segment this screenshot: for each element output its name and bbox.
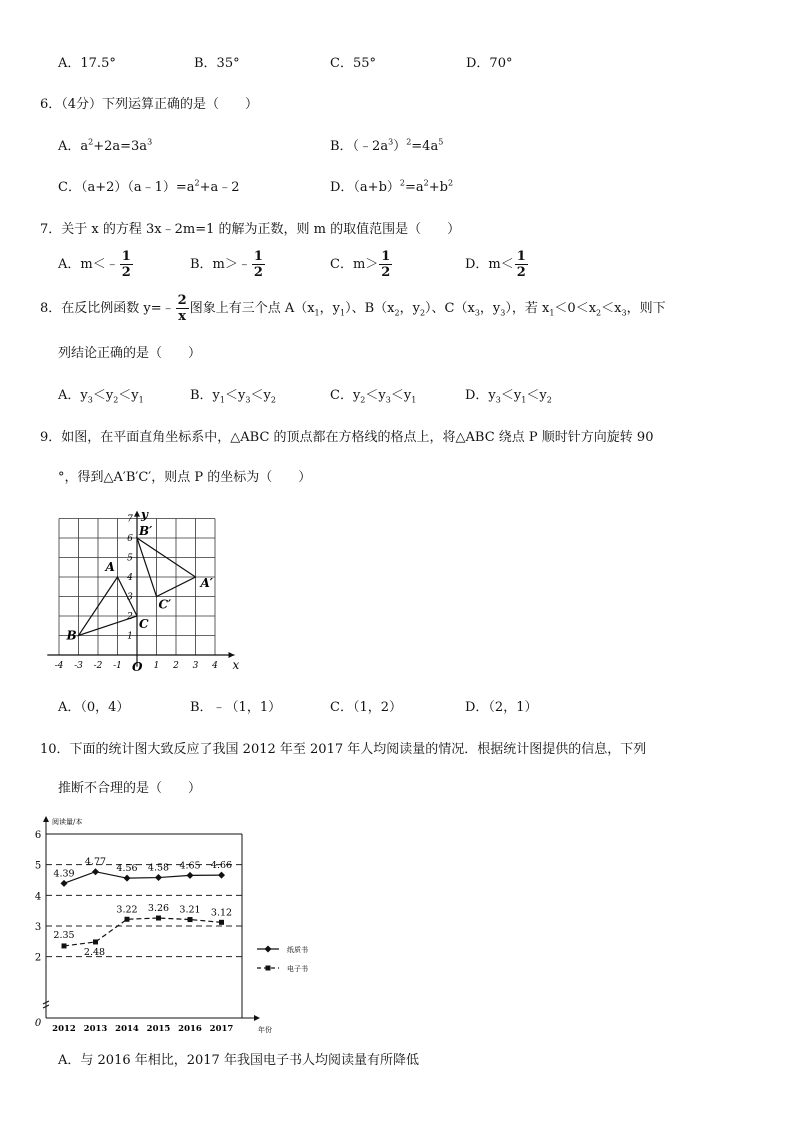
q8-stem-part: ＜x bbox=[601, 301, 622, 316]
q10-option-a[interactable]: A．与 2016 年相比，2017 年我国电子书人均阅读量有所降低 bbox=[58, 1053, 419, 1068]
q5-option-b[interactable]: B．35° bbox=[194, 56, 240, 71]
q10-stem-line2: 推断不合理的是（ ） bbox=[58, 781, 202, 796]
data-point-paper bbox=[92, 868, 99, 875]
data-point-ebook bbox=[62, 943, 67, 948]
y-tick-label: 2 bbox=[34, 952, 42, 964]
x-tick-label: -3 bbox=[74, 661, 83, 671]
x-tick-label: -2 bbox=[93, 661, 103, 671]
series-line-paper bbox=[64, 872, 222, 884]
data-label: 3.21 bbox=[179, 904, 201, 916]
q9-stem-line2: °，得到△A′B′C′，则点 P 的坐标为（ ） bbox=[58, 470, 312, 485]
q8-stem-part: 图象上有三个点 A（x bbox=[189, 301, 315, 316]
q7-option-a[interactable] bbox=[58, 250, 134, 279]
point-label: A bbox=[105, 560, 115, 574]
q7-option-d[interactable] bbox=[465, 250, 529, 279]
x-tick-label: -4 bbox=[54, 661, 64, 671]
data-label: 2.48 bbox=[83, 946, 106, 958]
q8-stem-part: ，y bbox=[319, 301, 340, 316]
frac-den: 2 bbox=[253, 265, 263, 280]
fraction bbox=[176, 294, 189, 323]
q8-stem-part: ，则下 bbox=[626, 301, 666, 316]
q8-stem-part: ）、C（x bbox=[425, 301, 475, 316]
data-label: 4.66 bbox=[210, 860, 233, 872]
q7-option-a-text: A．m＜﹣ bbox=[58, 257, 119, 272]
data-point-ebook bbox=[219, 920, 224, 925]
y-axis-label: y bbox=[141, 507, 148, 522]
q8-option-a[interactable]: A．$y_3<y_2<y_1$ bbox=[58, 388, 144, 405]
y-tick-label: 0 bbox=[34, 1018, 42, 1029]
fraction bbox=[379, 250, 392, 279]
frac-den: 2 bbox=[381, 265, 391, 280]
data-label: 4.58 bbox=[147, 862, 170, 874]
y-tick-label: 6 bbox=[127, 534, 133, 544]
x-axis-title: 年份 bbox=[258, 1026, 272, 1034]
x-tick-label: 2012 bbox=[52, 1024, 76, 1034]
y-tick-label: 2 bbox=[127, 612, 133, 622]
q6-option-a[interactable]: A．$a^2+2a=3a^3$ bbox=[58, 137, 153, 154]
y-tick-label: 6 bbox=[34, 830, 42, 841]
point-label: C bbox=[139, 617, 149, 631]
q7-option-c[interactable] bbox=[330, 250, 393, 279]
data-label: 4.56 bbox=[116, 863, 138, 875]
fraction bbox=[515, 250, 528, 279]
frac-num: 1 bbox=[516, 249, 526, 264]
frac-num: 1 bbox=[121, 249, 131, 264]
q10-stem-line1: 10．下面的统计图大致反应了我国 2012 年至 2017 年人均阅读量的情况．根据统计图提供的信息，下列 bbox=[40, 742, 647, 757]
y-tick-label: 4 bbox=[34, 891, 42, 903]
data-point-paper bbox=[218, 872, 225, 879]
q8-option-b[interactable]: B．$y_1<y_3<y_2$ bbox=[190, 388, 276, 405]
q5-option-c[interactable]: C．55° bbox=[330, 56, 376, 71]
q8-stem-part: ）、B（x bbox=[345, 301, 395, 316]
q9-coordinate-grid bbox=[40, 500, 250, 676]
x-tick-label: 2017 bbox=[209, 1024, 234, 1034]
q7-option-b[interactable] bbox=[190, 250, 266, 279]
point-label: B′ bbox=[139, 524, 153, 538]
q9-options bbox=[58, 696, 537, 715]
q5-option-d[interactable]: D．70° bbox=[466, 56, 513, 71]
q8-stem-part: 8．在反比例函数 y=﹣ bbox=[40, 301, 175, 316]
legend-label-ebook: 电子书 bbox=[287, 965, 308, 973]
data-point-paper bbox=[124, 875, 131, 882]
q7-option-c-text: C．m＞ bbox=[330, 257, 379, 272]
x-axis-label: x bbox=[232, 658, 240, 672]
grid-labels bbox=[55, 508, 240, 674]
q6-option-d[interactable]: D．$(a+b)^2=a^2+b^2$ bbox=[330, 178, 454, 195]
x-tick-label: 3 bbox=[192, 661, 199, 671]
q8-stem-part: ，y bbox=[399, 301, 420, 316]
data-label: 3.22 bbox=[116, 904, 138, 916]
legend-label-paper: 纸质书 bbox=[287, 946, 308, 954]
point-label: B bbox=[66, 628, 77, 643]
reading-chart bbox=[30, 808, 350, 1034]
frac-num: 2 bbox=[177, 293, 187, 308]
legend-marker-paper bbox=[265, 946, 272, 953]
data-label: 3.12 bbox=[210, 907, 233, 919]
q7-option-d-text: D．m＜ bbox=[465, 257, 514, 272]
data-point-ebook bbox=[125, 917, 130, 922]
q8-option-c[interactable]: C．$y_2<y_3<y_1$ bbox=[330, 388, 417, 405]
series-line-ebook bbox=[64, 918, 222, 946]
data-point-paper bbox=[155, 874, 162, 881]
q8-stem: 8．在反比例函数 y=﹣ $\frac{2}{x}$ 图象上有三个点 $A(x_1$，$y_1$）、$B(x_2$，$y_2$）、$C(x_3$，$y_3$），若 $x_1<0<x_2<x_3$，则下 bbox=[40, 293, 666, 324]
q6-stem: 6．（4分）下列运算正确的是（ ） bbox=[40, 97, 259, 112]
data-point-ebook bbox=[93, 939, 98, 944]
fraction bbox=[252, 250, 265, 279]
frac-num: 1 bbox=[381, 249, 391, 264]
y-axis-title: 阅读量/本 bbox=[52, 818, 83, 826]
frac-den: 2 bbox=[516, 265, 526, 280]
y-tick-label: 3 bbox=[127, 592, 133, 603]
q9-option-b[interactable]: B．﹣（1，1） bbox=[190, 700, 282, 715]
frac-den: 2 bbox=[121, 265, 131, 280]
y-tick-label: 7 bbox=[127, 514, 133, 525]
data-point-ebook bbox=[188, 917, 193, 922]
x-tick-label: 2 bbox=[173, 661, 179, 671]
q6-option-b[interactable]: B．$(﹣2a^3)^2=4a^5$ bbox=[330, 137, 444, 154]
q8-stem-line2: 列结论正确的是（ ） bbox=[58, 346, 202, 361]
y-tick-label: 4 bbox=[127, 573, 133, 583]
q8-stem-part: ），若 x bbox=[505, 301, 550, 316]
data-label: 4.65 bbox=[179, 860, 201, 872]
point-label: A′ bbox=[200, 576, 213, 590]
data-label: 4.39 bbox=[53, 868, 75, 880]
fraction bbox=[120, 250, 133, 279]
frac-num: 1 bbox=[253, 249, 263, 264]
chart-legend bbox=[257, 945, 308, 973]
x-tick-label: 2014 bbox=[115, 1024, 139, 1034]
x-tick-label: 2016 bbox=[178, 1024, 202, 1034]
data-point-paper bbox=[187, 872, 194, 879]
q5-option-a[interactable]: A．17.5° bbox=[58, 56, 116, 71]
q9-option-d[interactable]: D．（2，1） bbox=[465, 700, 538, 715]
q8-option-d[interactable]: D．$y_3<y_1<y_2$ bbox=[465, 388, 552, 405]
chart-x-arrow bbox=[254, 1015, 260, 1021]
triangle-abc bbox=[79, 577, 138, 636]
q8-stem-part: ，y bbox=[479, 301, 501, 316]
x-tick-label: 1 bbox=[153, 661, 160, 671]
q7-stem: 7．关于 x 的方程 3x﹣2m=1 的解为正数，则 m 的取值范围是（ ） bbox=[40, 222, 461, 237]
q9-option-a[interactable]: A．（0，4） bbox=[58, 700, 130, 715]
q6-option-c[interactable]: C．$(a+2)(a﹣1)=a^2+a﹣2$ bbox=[58, 178, 240, 195]
q8-stem-part: ＜0＜x bbox=[554, 301, 597, 316]
data-label: 4.77 bbox=[84, 856, 107, 868]
x-tick-label: 2013 bbox=[83, 1024, 108, 1034]
y-axis-arrow bbox=[134, 511, 140, 517]
y-tick-label: 5 bbox=[34, 860, 42, 872]
y-tick-label: 5 bbox=[127, 553, 133, 564]
y-tick-label: 3 bbox=[34, 922, 42, 933]
origin-label: O bbox=[132, 660, 143, 674]
y-tick-label: 1 bbox=[127, 631, 133, 642]
q7-option-b-text: B．m＞﹣ bbox=[190, 257, 251, 272]
chart-y-arrow bbox=[43, 816, 49, 822]
x-tick-label: 4 bbox=[212, 661, 218, 671]
data-label: 2.35 bbox=[53, 929, 75, 941]
chart-frame bbox=[43, 816, 260, 1021]
q9-stem-line1: 9．如图，在平面直角坐标系中，△ABC 的顶点都在方格线的格点上，将△ABC 绕点 P 顺时针方向旋转 90 bbox=[40, 430, 654, 445]
q9-option-c[interactable]: C．（1，2） bbox=[330, 700, 402, 715]
x-tick-label: 2015 bbox=[146, 1024, 171, 1034]
data-label: 3.26 bbox=[147, 903, 170, 915]
data-point-ebook bbox=[156, 916, 161, 921]
legend-marker-ebook bbox=[266, 966, 271, 971]
x-tick-label: -1 bbox=[113, 661, 122, 671]
data-point-paper bbox=[61, 880, 68, 887]
triangle-a-b-c-prime bbox=[137, 538, 196, 597]
frac-den: x bbox=[178, 309, 187, 324]
point-label: C′ bbox=[158, 597, 172, 612]
q5-options bbox=[58, 52, 512, 71]
